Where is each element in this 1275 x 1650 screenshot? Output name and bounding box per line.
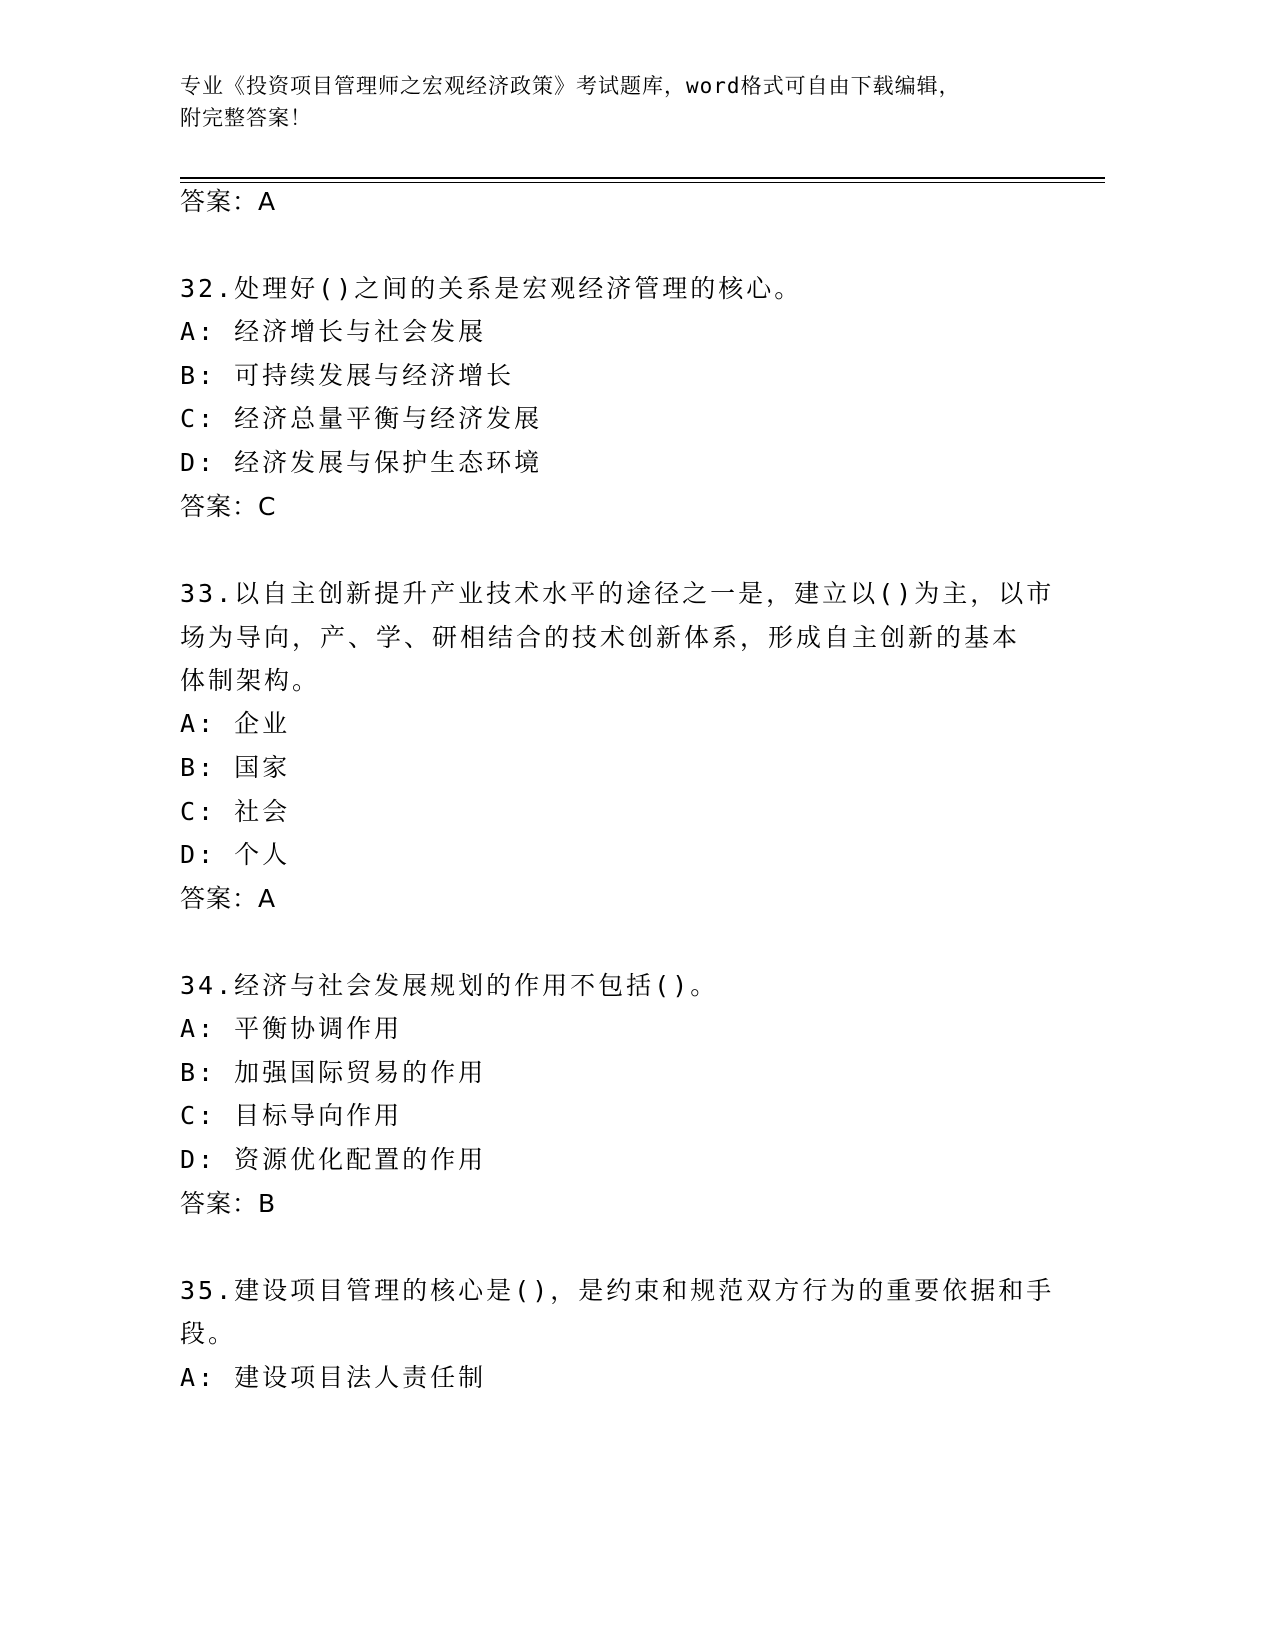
option-a: A: 经济增长与社会发展 bbox=[180, 317, 487, 346]
answer: 答案：B bbox=[180, 1189, 277, 1218]
question-stem-line-1: 33.以自主创新提升产业技术水平的途径之一是，建立以()为主，以市 bbox=[180, 579, 1055, 608]
option-a: A: 企业 bbox=[180, 709, 291, 738]
question-stem-line-2: 场为导向，产、学、研相结合的技术创新体系，形成自主创新的基本 bbox=[180, 623, 1021, 652]
question-stem-line-3: 体制架构。 bbox=[180, 666, 321, 695]
option-a: A: 平衡协调作用 bbox=[180, 1014, 403, 1043]
question-stem: 32.处理好()之间的关系是宏观经济管理的核心。 bbox=[180, 274, 803, 303]
header-divider-thin bbox=[180, 182, 1105, 183]
header-divider-thick bbox=[180, 177, 1105, 179]
option-d: D: 经济发展与保护生态环境 bbox=[180, 448, 543, 477]
answer: 答案：A bbox=[180, 884, 277, 913]
header-text-line-1: 专业《投资项目管理师之宏观经济政策》考试题库，word格式可自由下载编辑， bbox=[180, 74, 961, 98]
option-a: A: 建设项目法人责任制 bbox=[180, 1363, 487, 1392]
option-d: D: 资源优化配置的作用 bbox=[180, 1145, 487, 1174]
document-page bbox=[180, 0, 1115, 1650]
answer: 答案：C bbox=[180, 492, 277, 521]
header-text-line-2: 附完整答案！ bbox=[180, 106, 312, 130]
option-b: B: 可持续发展与经济增长 bbox=[180, 361, 515, 390]
question-stem: 34.经济与社会发展规划的作用不包括()。 bbox=[180, 971, 719, 1000]
option-c: C: 社会 bbox=[180, 797, 291, 826]
question-stem-line-2: 段。 bbox=[180, 1319, 237, 1348]
answer-previous-question: 答案：A bbox=[180, 187, 277, 216]
option-b: B: 加强国际贸易的作用 bbox=[180, 1058, 487, 1087]
question-stem-line-1: 35.建设项目管理的核心是()，是约束和规范双方行为的重要依据和手 bbox=[180, 1276, 1055, 1305]
option-c: C: 目标导向作用 bbox=[180, 1101, 403, 1130]
option-d: D: 个人 bbox=[180, 840, 291, 869]
option-c: C: 经济总量平衡与经济发展 bbox=[180, 404, 543, 433]
option-b: B: 国家 bbox=[180, 753, 291, 782]
